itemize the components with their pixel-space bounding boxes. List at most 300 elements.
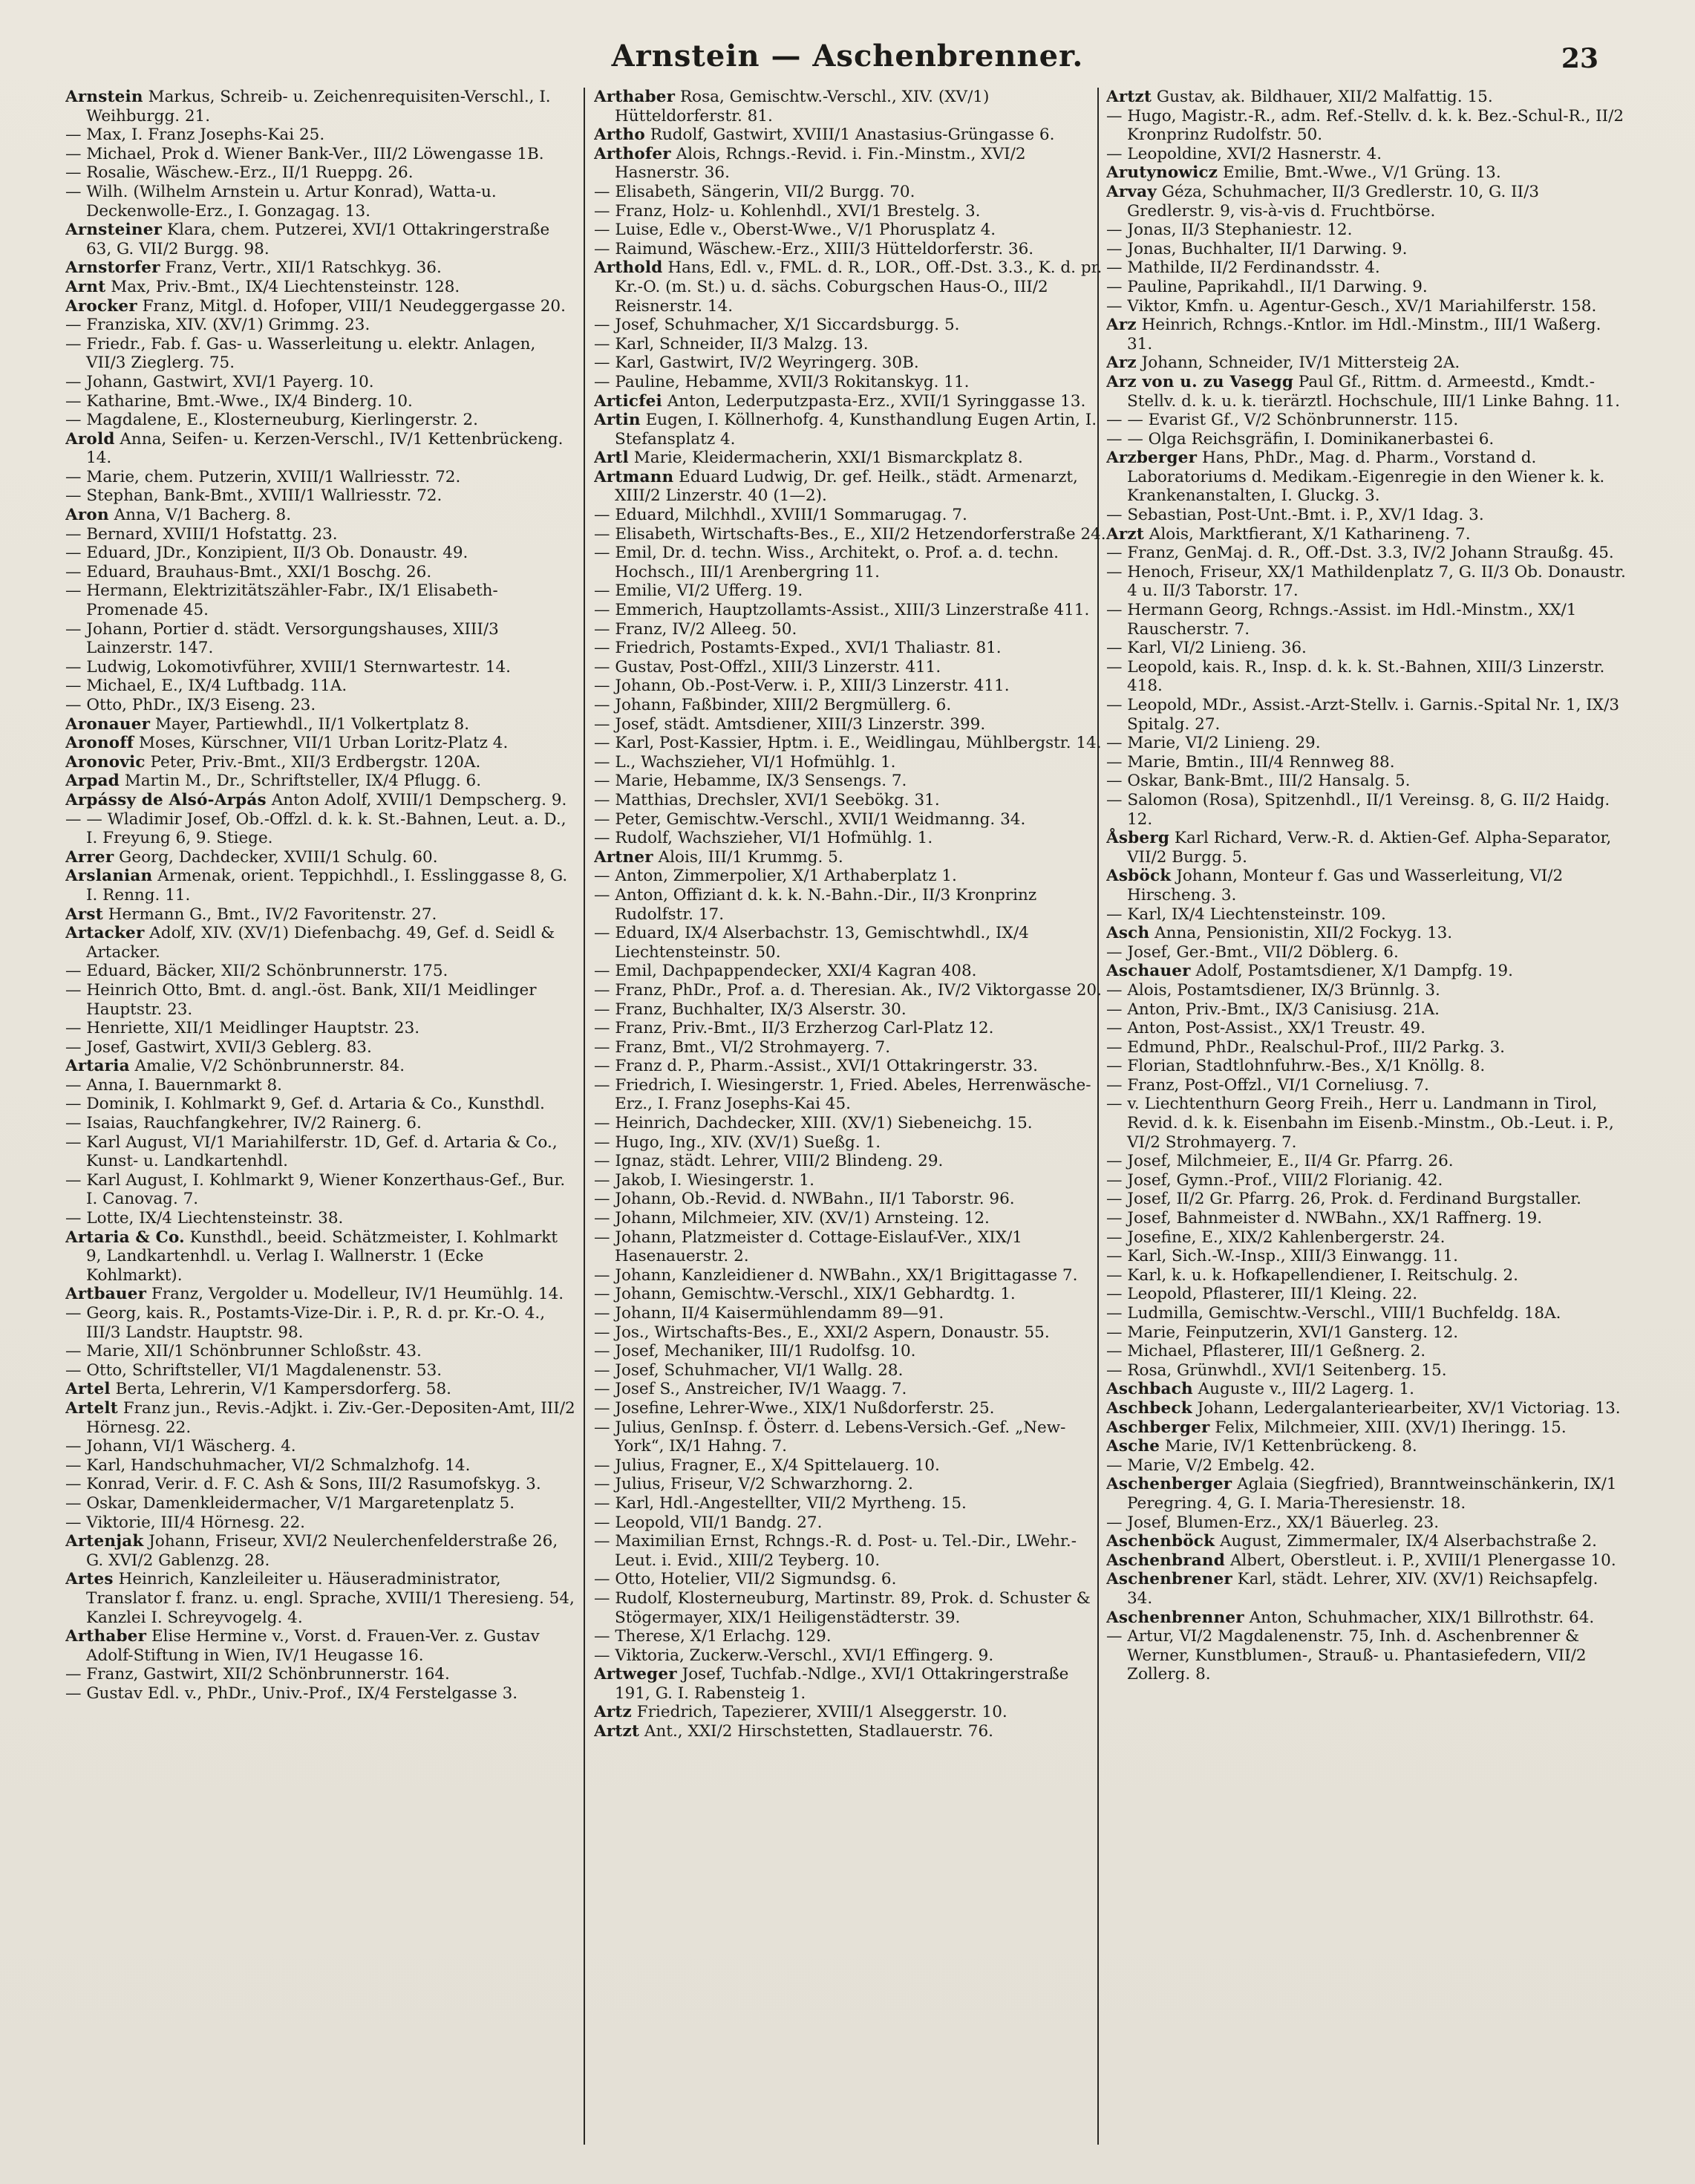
- directory-entry: [65, 620, 578, 658]
- entry-details: — Eduard, Brauhaus-Bmt., XXI/1 Boschg. 26.: [65, 562, 432, 581]
- directory-entry: [1106, 1551, 1626, 1571]
- entry-details: — Gustav Edl. v., PhDr., Univ.-Prof., IX/4 Ferstelgasse 3.: [65, 1683, 518, 1703]
- directory-entry: [594, 525, 1106, 544]
- entry-details: — Franz, Buchhalter, IX/3 Alserstr. 30.: [594, 1000, 907, 1019]
- entry-details: — Artur, VI/2 Magdalenenstr. 75, Inh. d. Aschenbrenner & Werner, Kunstblumen-, Strauß- u. Phantasiefedern, VII/2 Zollerg. 8.: [1106, 1627, 1587, 1684]
- entry-details: — Johann, Ob.-Revid. d. NWBahn., II/1 Taborstr. 96.: [594, 1190, 1015, 1209]
- entry-surname: Artzt: [594, 1722, 640, 1741]
- directory-entry: [1106, 563, 1626, 601]
- directory-entry: [594, 1266, 1106, 1285]
- directory-entry: [65, 810, 578, 848]
- entry-details: Max, Priv.-Bmt., IX/4 Liechtensteinstr. 128.: [105, 277, 460, 296]
- entry-details: — Karl, Hdl.-Angestellter, VII/2 Myrtheng. 15.: [594, 1493, 967, 1513]
- entry-details: — Karl, Gastwirt, IV/2 Weyringerg. 30B.: [594, 353, 919, 373]
- entry-details: — Leopoldine, XVI/2 Hasnerstr. 4.: [1106, 144, 1382, 163]
- entry-details: — Friedrich, I. Wiesingerstr. 1, Fried. Abeles, Herrenwäsche-Erz., I. Franz Josephs-Kai 45.: [594, 1075, 1091, 1114]
- entry-surname: Artzt: [1106, 88, 1152, 106]
- directory-entry: [594, 258, 1106, 316]
- entry-details: August, Zimmermaler, IX/4 Alserbachstraße 2.: [1215, 1532, 1597, 1551]
- entry-details: — Hugo, Ing., XIV. (XV/1) Sueßg. 1.: [594, 1132, 881, 1152]
- entry-details: — Franz, Priv.-Bmt., II/3 Erzherzog Carl-Platz 12.: [594, 1019, 994, 1038]
- directory-entry: [65, 1342, 578, 1361]
- entry-details: — Eduard, Bäcker, XII/2 Schönbrunnerstr. 175.: [65, 962, 448, 981]
- directory-entry: [65, 1494, 578, 1513]
- entry-details: — Johann, Platzmeister d. Cottage-Eislauf-Ver., XIX/1 Hasenauerstr. 2.: [594, 1228, 1022, 1266]
- entry-surname: Arz: [1106, 316, 1137, 335]
- entry-details: — Marie, V/2 Embelg. 42.: [1106, 1456, 1316, 1475]
- entry-details: — Henriette, XII/1 Meidlinger Hauptstr. 23.: [65, 1019, 420, 1038]
- entry-surname: Arthaber: [65, 1627, 147, 1646]
- directory-entry: [65, 1437, 578, 1456]
- entry-surname: Arz: [1106, 353, 1137, 373]
- entry-details: — Otto, Schriftsteller, VI/1 Magdalenenstr. 53.: [65, 1360, 442, 1380]
- directory-entry: [65, 145, 578, 164]
- entry-details: — Michael, Prok d. Wiener Bank-Ver., III/2 Löwengasse 1B.: [65, 144, 544, 163]
- directory-entry: [594, 791, 1106, 810]
- directory-entry: [594, 867, 1106, 886]
- entry-details: Moses, Kürschner, VII/1 Urban Loritz-Platz 4.: [134, 734, 509, 753]
- entry-details: — Viktoria, Zuckerw.-Verschl., XVI/1 Effingerg. 9.: [594, 1646, 994, 1665]
- entry-details: Johann, Schneider, IV/1 Mittersteig 2A.: [1136, 353, 1460, 373]
- entry-surname: Asböck: [1106, 867, 1172, 886]
- entry-details: — Oskar, Damenkleidermacher, V/1 Margaretenplatz 5.: [65, 1493, 515, 1513]
- directory-entry: [1106, 1570, 1626, 1608]
- directory-entry: [1106, 258, 1626, 278]
- entry-surname: Arthold: [594, 258, 663, 278]
- directory-entry: [594, 620, 1106, 639]
- directory-entry: [594, 1000, 1106, 1020]
- directory-entry: [594, 1627, 1106, 1646]
- directory-entry: [65, 1684, 578, 1704]
- entry-details: — Heinrich, Dachdecker, XIII. (XV/1) Siebeneichg. 15.: [594, 1114, 1033, 1133]
- directory-entry: [594, 1494, 1106, 1513]
- directory-entry: [1106, 430, 1626, 449]
- entry-details: — Karl, Handschuhmacher, VI/2 Schmalzhofg. 14.: [65, 1456, 471, 1475]
- directory-entry: [65, 772, 578, 791]
- running-title: Arnstein — Aschenbrenner.: [611, 39, 1084, 74]
- entry-details: Marie, IV/1 Kettenbrückeng. 8.: [1160, 1437, 1417, 1456]
- entry-surname: Arslanian: [65, 867, 153, 886]
- entry-surname: Arzberger: [1106, 449, 1198, 468]
- entry-details: — Josef S., Anstreicher, IV/1 Waagg. 7.: [594, 1380, 907, 1399]
- directory-entry: [594, 848, 1106, 867]
- directory-entry: [594, 1418, 1106, 1456]
- directory-entry: [65, 1627, 578, 1665]
- directory-entry: [65, 88, 578, 126]
- entry-details: — Rudolf, Klosterneuburg, Martinstr. 89, Prok. d. Schuster & Stögermayer, XIX/1 Heiligenstädterstr. 39.: [594, 1588, 1091, 1627]
- entry-details: Amalie, V/2 Schönbrunnerstr. 84.: [129, 1057, 405, 1076]
- directory-entry: [65, 1057, 578, 1076]
- entry-details: — Emil, Dachpappendecker, XXI/4 Kagran 408.: [594, 962, 977, 981]
- entry-details: — Isaias, Rauchfangkehrer, IV/2 Rainerg. 6.: [65, 1114, 422, 1133]
- entry-surname: Artaria & Co.: [65, 1228, 185, 1247]
- entry-details: — Julius, Fragner, E., X/4 Spittelauerg. 10.: [594, 1456, 940, 1475]
- entry-surname: Artz: [594, 1703, 632, 1722]
- entry-details: — Maximilian Ernst, Rchngs.-R. d. Post- u. Tel.-Dir., LWehr.-Leut. i. Evid., XIII/2 Teyberg. 10.: [594, 1532, 1077, 1570]
- entry-details: — Johann, Ob.-Post-Verw. i. P., XIII/3 Linzerstr. 411.: [594, 677, 1010, 696]
- directory-entry: [1106, 506, 1626, 525]
- directory-entry: [65, 486, 578, 506]
- directory-entry: [65, 1019, 578, 1038]
- directory-entry: [1106, 1456, 1626, 1476]
- entry-details: — Karl, IX/4 Liechtensteinstr. 109.: [1106, 904, 1386, 924]
- entry-details: — L., Wachszieher, VI/1 Hofmühlg. 1.: [594, 752, 896, 772]
- directory-entry: [1106, 1418, 1626, 1438]
- directory-entry: [594, 1304, 1106, 1323]
- directory-entry: [1106, 1057, 1626, 1076]
- directory-entry: [65, 544, 578, 563]
- directory-entry: [594, 1665, 1106, 1703]
- entry-details: — Franz d. P., Pharm.-Assist., XVI/1 Ottakringerstr. 33.: [594, 1057, 1038, 1076]
- entry-details: Anton, Lederputzpasta-Erz., XVII/1 Syringgasse 13.: [662, 391, 1086, 411]
- entry-details: — Julius, Friseur, V/2 Schwarzhorng. 2.: [594, 1475, 913, 1494]
- entry-surname: Arnt: [65, 277, 106, 296]
- entry-details: Géza, Schuhmacher, II/3 Gredlerstr. 10, G. II/3 Gredlerstr. 9, vis-à-vis d. Fruchtbörse.: [1127, 182, 1540, 221]
- directory-entry: [594, 316, 1106, 335]
- entry-details: — Leopold, VII/1 Bandg. 27.: [594, 1513, 823, 1532]
- directory-entry: [65, 335, 578, 373]
- entry-details: — Matthias, Drechsler, XVI/1 Seebökg. 31.: [594, 790, 940, 809]
- directory-entry: [65, 1228, 578, 1285]
- entry-details: — Gustav, Post-Offzl., XIII/3 Linzerstr. 411.: [594, 657, 941, 677]
- directory-entry: [1106, 1209, 1626, 1228]
- entry-details: — Franz, PhDr., Prof. a. d. Theresian. Ak., IV/2 Viktorgasse 20.: [594, 980, 1102, 1000]
- directory-entry: [65, 468, 578, 487]
- entry-details: — Friedr., Fab. f. Gas- u. Wasserleitung u. elektr. Anlagen, VII/3 Zieglerg. 75.: [65, 334, 536, 373]
- directory-entry: [594, 1171, 1106, 1190]
- directory-entry: [594, 240, 1106, 259]
- directory-entry: [594, 88, 1106, 126]
- directory-entry: [1106, 924, 1626, 943]
- entry-details: — Josef, Milchmeier, E., II/4 Gr. Pfarrg. 26.: [1106, 1152, 1454, 1171]
- directory-entry: [65, 1361, 578, 1381]
- entry-details: Heinrich, Kanzleileiter u. Häuseradministrator, Translator f. franz. u. engl. Sprache, XVIII/1 Theresieng. 54, Kanzlei I. Schreyvogelg. 4.: [86, 1570, 575, 1627]
- directory-entry: [1106, 1437, 1626, 1456]
- entry-details: — Julius, GenInsp. f. Österr. d. Lebens-Versich.-Gef. „New-York“, IX/1 Hahng. 7.: [594, 1418, 1066, 1456]
- entry-details: Alois, Marktfierant, X/1 Katharineng. 7.: [1143, 524, 1471, 544]
- entry-details: — Franz, GenMaj. d. R., Off.-Dst. 3.3, IV/2 Johann Straußg. 45.: [1106, 544, 1614, 563]
- entry-details: Mayer, Partiewhdl., II/1 Volkertplatz 8.: [150, 714, 470, 734]
- directory-entry: [1106, 353, 1626, 373]
- entry-details: — Karl, Schneider, II/3 Malzg. 13.: [594, 334, 869, 353]
- entry-surname: Asche: [1106, 1437, 1160, 1456]
- directory-entry: [1106, 1304, 1626, 1323]
- entry-details: Anton, Schuhmacher, XIX/1 Billrothstr. 64.: [1244, 1608, 1595, 1627]
- entry-details: — Katharine, Bmt.-Wwe., IX/4 Binderg. 10.: [65, 391, 413, 411]
- directory-entry: [1106, 544, 1626, 563]
- directory-entry: [594, 145, 1106, 183]
- directory-entry: [594, 335, 1106, 354]
- directory-entry: [65, 1380, 578, 1399]
- entry-details: — Johann, Gemischtw.-Verschl., XIX/1 Gebhardtg. 1.: [594, 1285, 1016, 1304]
- entry-details: — Luise, Edle v., Oberst-Wwe., V/1 Phorusplatz 4.: [594, 221, 996, 240]
- entry-surname: Artho: [594, 126, 645, 145]
- entry-surname: Artelt: [65, 1398, 118, 1418]
- entry-details: Franz jun., Revis.-Adjkt. i. Ziv.-Ger.-Depositen-Amt, III/2 Hörnesg. 22.: [86, 1398, 575, 1437]
- entry-details: — Michael, Pflasterer, III/1 Geßnerg. 2.: [1106, 1342, 1426, 1361]
- directory-entry: [65, 430, 578, 468]
- entry-surname: Arold: [65, 429, 115, 449]
- directory-entry: [594, 373, 1106, 392]
- directory-entry: [594, 1133, 1106, 1153]
- page-number: 23: [1561, 43, 1598, 74]
- directory-entry: [1106, 962, 1626, 981]
- directory-entry: [1106, 221, 1626, 240]
- directory-entry: [594, 1589, 1106, 1627]
- directory-entry: [65, 1532, 578, 1570]
- directory-entry: [1106, 905, 1626, 925]
- entry-details: — Sebastian, Post-Unt.-Bmt. i. P., XV/1 Idag. 3.: [1106, 506, 1484, 525]
- directory-entry: [1106, 696, 1626, 734]
- entry-details: Marie, Kleidermacherin, XXI/1 Bismarckplatz 8.: [628, 449, 1023, 468]
- entry-details: Franz, Vergolder u. Modelleur, IV/1 Heumühlg. 14.: [146, 1285, 564, 1304]
- directory-entry: [1106, 1247, 1626, 1266]
- directory-entry: [594, 981, 1106, 1000]
- entry-details: — — Wladimir Josef, Ob.-Offzl. d. k. k. St.-Bahnen, Leut. a. D., I. Freyung 6, 9. Stiege.: [65, 809, 566, 848]
- entry-surname: Arrer: [65, 847, 114, 867]
- entry-details: — Franziska, XIV. (XV/1) Grimmg. 23.: [65, 316, 370, 335]
- directory-entry: [594, 734, 1106, 753]
- directory-entry: [1106, 145, 1626, 164]
- entry-details: — Johann, Portier d. städt. Versorgungshauses, XIII/3 Lainzerstr. 147.: [65, 619, 499, 658]
- column-divider: [584, 88, 585, 2145]
- entry-details: — Hermann, Elektrizitätszähler-Fabr., IX/1 Elisabeth-Promenade 45.: [65, 581, 498, 620]
- directory-entry: [594, 1456, 1106, 1476]
- directory-entry: [1106, 411, 1626, 430]
- entry-surname: Artin: [594, 411, 641, 430]
- directory-entry: [65, 962, 578, 981]
- directory-entry: [594, 829, 1106, 848]
- directory-entry: [594, 202, 1106, 221]
- entry-details: Peter, Priv.-Bmt., XII/3 Erdbergstr. 120A.: [145, 752, 481, 772]
- directory-entry: [1106, 867, 1626, 904]
- directory-entry: [65, 392, 578, 411]
- entry-details: Anton Adolf, XVIII/1 Dempscherg. 9.: [266, 790, 567, 809]
- directory-entry: [1106, 772, 1626, 791]
- entry-details: — Anton, Post-Assist., XX/1 Treustr. 49.: [1106, 1019, 1425, 1038]
- entry-surname: Aschbeck: [1106, 1398, 1192, 1418]
- directory-entry: [65, 1285, 578, 1304]
- directory-entry: [1106, 829, 1626, 867]
- directory-entry: [1106, 1019, 1626, 1038]
- directory-entry: [1106, 1342, 1626, 1361]
- entry-details: — Salomon (Rosa), Spitzenhdl., II/1 Vereinsg. 8, G. II/2 Haidg. 12.: [1106, 790, 1610, 829]
- entry-details: Anna, V/1 Bacherg. 8.: [108, 506, 292, 525]
- directory-entry: [65, 1475, 578, 1494]
- entry-details: — Franz, Bmt., VI/2 Strohmayerg. 7.: [594, 1037, 891, 1057]
- entry-details: — Franz, Gastwirt, XII/2 Schönbrunnerstr. 164.: [65, 1665, 450, 1684]
- entry-details: — Karl, Sich.-W.-Insp., XIII/3 Einwangg. 11.: [1106, 1247, 1458, 1266]
- entry-surname: Artaria: [65, 1057, 130, 1076]
- directory-entry: [65, 1095, 578, 1114]
- directory-entry: [1106, 1228, 1626, 1248]
- directory-entry: [1106, 183, 1626, 221]
- directory-entry: [1106, 601, 1626, 639]
- entry-details: — Konrad, Verir. d. F. C. Ash & Sons, III/2 Rasumofskyg. 3.: [65, 1475, 541, 1494]
- directory-entry: [65, 1133, 578, 1171]
- entry-details: — Stephan, Bank-Bmt., XVIII/1 Wallriesstr. 72.: [65, 486, 442, 506]
- directory-entry: [594, 1190, 1106, 1209]
- entry-details: Eduard Ludwig, Dr. gef. Heilk., städt. Armenarzt, XIII/2 Linzerstr. 40 (1—2).: [615, 467, 1078, 506]
- entry-details: — Karl August, VI/1 Mariahilferstr. 1D, Gef. d. Artaria & Co., Kunst- u. Landkartenhdl.: [65, 1132, 558, 1171]
- entry-surname: Aschauer: [1106, 962, 1191, 981]
- directory-entry: [594, 1513, 1106, 1533]
- directory-entry: [594, 1380, 1106, 1399]
- directory-entry: [1106, 1380, 1626, 1399]
- directory-entry: [1106, 1532, 1626, 1551]
- entry-details: Johann, Ledergalanteriearbeiter, XV/1 Victoriag. 13.: [1192, 1398, 1621, 1418]
- directory-entry: [1106, 1000, 1626, 1020]
- directory-entry: [594, 1475, 1106, 1494]
- directory-entry: [594, 1722, 1106, 1741]
- page-header: [0, 39, 1695, 83]
- entry-surname: Arnsteiner: [65, 221, 163, 240]
- entry-details: — Emilie, VI/2 Ufferg. 19.: [594, 581, 803, 601]
- entry-details: — Anton, Priv.-Bmt., IX/3 Canisiusg. 21A.: [1106, 1000, 1440, 1019]
- entry-details: — Josef, II/2 Gr. Pfarrg. 26, Prok. d. Ferdinand Burgstaller.: [1106, 1190, 1581, 1209]
- entry-details: Alois, III/1 Krummg. 5.: [653, 847, 843, 867]
- directory-entry: [1106, 373, 1626, 411]
- entry-details: — Anna, I. Bauernmarkt 8.: [65, 1075, 283, 1095]
- directory-entry: [1106, 1190, 1626, 1209]
- entry-surname: Artl: [594, 449, 629, 468]
- entry-details: — Otto, Hotelier, VII/2 Sigmundsg. 6.: [594, 1570, 897, 1589]
- entry-details: — Marie, chem. Putzerin, XVIII/1 Wallriesstr. 72.: [65, 467, 461, 486]
- entry-details: Franz, Mitgl. d. Hofoper, VIII/1 Neudeggergasse 20.: [137, 296, 566, 316]
- directory-entry: [1106, 981, 1626, 1000]
- entry-surname: Artmann: [594, 467, 674, 486]
- directory-entry: [1106, 658, 1626, 696]
- entry-details: — Jonas, Buchhalter, II/1 Darwing. 9.: [1106, 239, 1408, 258]
- directory-entry: [1106, 1399, 1626, 1418]
- directory-entry: [594, 1323, 1106, 1343]
- entry-surname: Åsberg: [1106, 829, 1170, 848]
- directory-entry: [65, 525, 578, 544]
- entry-details: — Rosalie, Wäschew.-Erz., II/1 Rueppg. 26.: [65, 163, 414, 183]
- entry-details: Georg, Dachdecker, XVIII/1 Schulg. 60.: [114, 847, 438, 867]
- directory-entry: [65, 411, 578, 430]
- directory-entry: [594, 658, 1106, 677]
- directory-entry: [1106, 734, 1626, 753]
- entry-details: Elise Hermine v., Vorst. d. Frauen-Ver. z. Gustav Adolf-Stiftung in Wien, IV/1 Heugasse 16.: [86, 1627, 540, 1665]
- directory-column-1: [65, 88, 578, 2152]
- directory-entry: [65, 1399, 578, 1437]
- entry-details: — Franz, Holz- u. Kohlenhdl., XVI/1 Brestelg. 3.: [594, 201, 981, 221]
- entry-surname: Aschenbrener: [1106, 1570, 1232, 1589]
- entry-surname: Aschenböck: [1106, 1532, 1215, 1551]
- entry-surname: Arst: [65, 904, 103, 924]
- directory-entry: [65, 563, 578, 582]
- entry-details: Markus, Schreib- u. Zeichenrequisiten-Verschl., I. Weihburgg. 21.: [86, 88, 551, 126]
- entry-details: — Michael, E., IX/4 Luftbadg. 11A.: [65, 677, 347, 696]
- directory-entry: [65, 183, 578, 221]
- entry-details: — Leopold, MDr., Assist.-Arzt-Stellv. i. Garnis.-Spital Nr. 1, IX/3 Spitalg. 27.: [1106, 696, 1620, 734]
- entry-details: Anna, Pensionistin, XII/2 Fockyg. 13.: [1149, 924, 1453, 943]
- directory-entry: [65, 1038, 578, 1057]
- entry-details: Klara, chem. Putzerei, XVI/1 Ottakringerstraße 63, G. VII/2 Burgg. 98.: [86, 221, 550, 258]
- directory-entry: [65, 1456, 578, 1476]
- entry-details: — Rudolf, Wachszieher, VI/1 Hofmühlg. 1.: [594, 829, 933, 848]
- directory-entry: [65, 791, 578, 810]
- entry-details: — Marie, XII/1 Schönbrunner Schloßstr. 43.: [65, 1342, 422, 1361]
- entry-details: — Franz, Post-Offzl., VI/1 Corneliusg. 7.: [1106, 1075, 1429, 1095]
- entry-surname: Arvay: [1106, 182, 1157, 201]
- entry-surname: Artner: [594, 847, 653, 867]
- entry-details: Armenak, orient. Teppichhdl., I. Esslinggasse 8, G. I. Renng. 11.: [86, 867, 568, 904]
- directory-entry: [594, 392, 1106, 411]
- directory-entry: [594, 353, 1106, 373]
- entry-details: — Eduard, JDr., Konzipient, II/3 Ob. Donaustr. 49.: [65, 544, 468, 563]
- entry-details: — Josef, Schuhmacher, VI/1 Wallg. 28.: [594, 1360, 904, 1380]
- directory-entry: [65, 1304, 578, 1342]
- entry-details: — Eduard, IX/4 Alserbachstr. 13, Gemischtwhdl., IX/4 Liechtensteinstr. 50.: [594, 924, 1029, 962]
- entry-details: — Franz, IV/2 Alleeg. 50.: [594, 619, 797, 639]
- entry-details: — Karl August, I. Kohlmarkt 9, Wiener Konzerthaus-Gef., Bur. I. Canovag. 7.: [65, 1170, 566, 1209]
- entry-surname: Artacker: [65, 924, 145, 943]
- entry-details: — Lotte, IX/4 Liechtensteinstr. 38.: [65, 1209, 344, 1228]
- directory-entry: [1106, 1171, 1626, 1190]
- directory-entry: [594, 677, 1106, 696]
- entry-details: — Georg, kais. R., Postamts-Vize-Dir. i. P., R. d. pr. Kr.-O. 4., III/3 Landstr. Hauptstr. 98.: [65, 1304, 546, 1342]
- entry-details: Adolf, XIV. (XV/1) Diefenbachg. 49, Gef. d. Seidl & Artacker.: [86, 924, 555, 962]
- entry-details: — Pauline, Hebamme, XVII/3 Rokitanskyg. 11.: [594, 372, 970, 391]
- entry-details: Felix, Milchmeier, XIII. (XV/1) Iheringg. 15.: [1209, 1418, 1567, 1437]
- directory-entry: [594, 1209, 1106, 1228]
- entry-details: — Oskar, Bank-Bmt., III/2 Hansalg. 5.: [1106, 772, 1411, 791]
- directory-entry: [65, 848, 578, 867]
- directory-entry: [65, 905, 578, 925]
- entry-details: Karl, städt. Lehrer, XIV. (XV/1) Reichsapfelg. 34.: [1127, 1570, 1598, 1608]
- directory-entry: [65, 867, 578, 904]
- entry-surname: Asch: [1106, 924, 1150, 943]
- directory-entry: [65, 1209, 578, 1228]
- entry-surname: Arnstorfer: [65, 258, 160, 278]
- directory-entry: [65, 696, 578, 715]
- directory-entry: [1106, 753, 1626, 772]
- entry-details: — Johann, Milchmeier, XIV. (XV/1) Arnsteing. 12.: [594, 1209, 990, 1228]
- entry-details: — Viktor, Kmfn. u. Agentur-Gesch., XV/1 Mariahilferstr. 158.: [1106, 296, 1597, 316]
- directory-entry: [594, 1057, 1106, 1076]
- directory-entry: [65, 1076, 578, 1095]
- directory-entry: [594, 639, 1106, 658]
- entry-details: — Karl, k. u. k. Hofkapellendiener, I. Reitschulg. 2.: [1106, 1265, 1518, 1285]
- directory-entry: [594, 1342, 1106, 1361]
- directory-entry: [594, 1152, 1106, 1171]
- directory-entry: [594, 1228, 1106, 1266]
- directory-entry: [1106, 1076, 1626, 1095]
- directory-entry: [1106, 1513, 1626, 1533]
- entry-details: — Florian, Stadtlohnfuhrw.-Bes., X/1 Knöllg. 8.: [1106, 1057, 1486, 1076]
- entry-details: — Bernard, XVIII/1 Hofstattg. 23.: [65, 524, 338, 544]
- entry-details: — Emil, Dr. d. techn. Wiss., Architekt, o. Prof. a. d. techn. Hochsch., III/1 Arenbergring 11.: [594, 544, 1059, 581]
- entry-details: — Josef, städt. Amtsdiener, XIII/3 Linzerstr. 399.: [594, 714, 986, 734]
- directory-entry: [594, 696, 1106, 715]
- directory-entry: [594, 1076, 1106, 1114]
- entry-surname: Aronauer: [65, 714, 151, 734]
- directory-entry: [1106, 316, 1626, 353]
- directory-entry: [65, 581, 578, 619]
- entry-details: — Hugo, Magistr.-R., adm. Ref.-Stellv. d. k. k. Bez.-Schul-R., II/2 Kronprinz Rudolfstr. 50.: [1106, 106, 1624, 145]
- entry-surname: Artbauer: [65, 1285, 147, 1304]
- entry-details: — v. Liechtenthurn Georg Freih., Herr u. Landmann in Tirol, Revid. d. k. k. Eisenbahn im Eisenb.-Minstm., Ob.-Leut. i. P., VI/2 Strohmayerg. 7.: [1106, 1095, 1614, 1152]
- entry-details: — Jonas, II/3 Stephaniestr. 12.: [1106, 221, 1353, 240]
- directory-entry: [65, 373, 578, 392]
- entry-surname: Arnstein: [65, 88, 143, 106]
- directory-entry: [1106, 240, 1626, 259]
- directory-entry: [65, 658, 578, 677]
- entry-details: — Therese, X/1 Erlachg. 129.: [594, 1627, 832, 1646]
- directory-entry: [65, 1513, 578, 1533]
